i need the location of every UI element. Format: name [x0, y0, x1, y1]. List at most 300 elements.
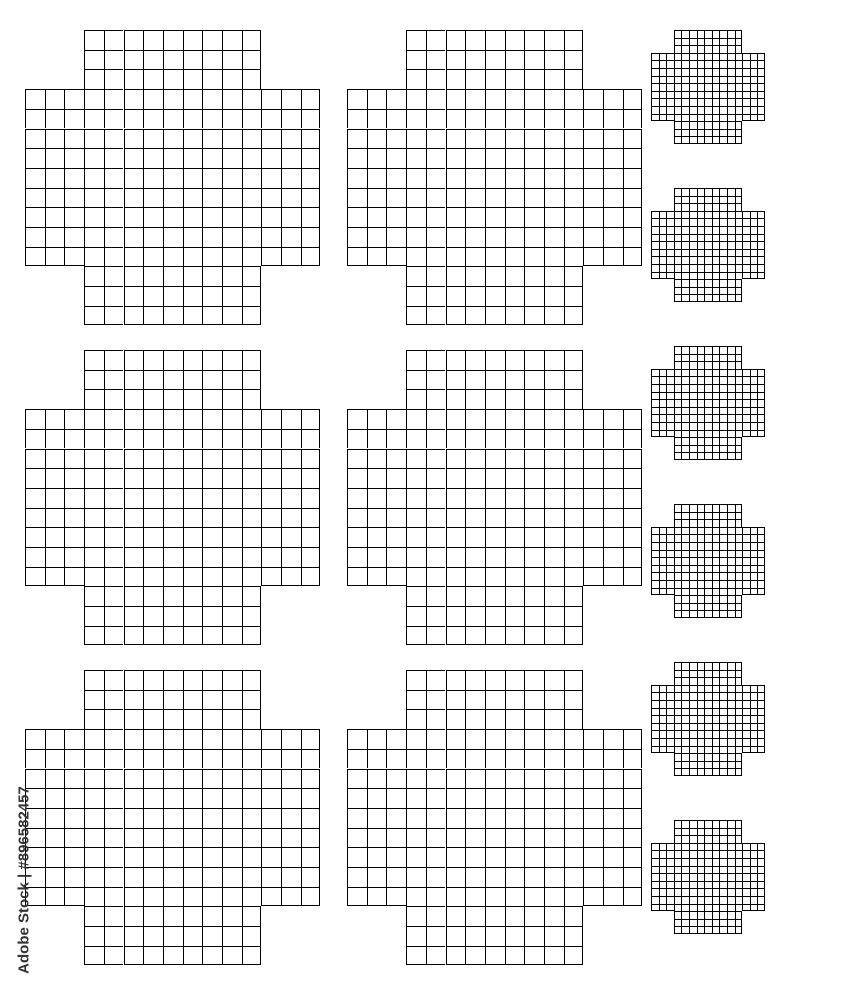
- grid-cell[interactable]: [719, 346, 727, 354]
- grid-cell[interactable]: [183, 788, 203, 808]
- grid-cell[interactable]: [163, 266, 183, 286]
- grid-cell[interactable]: [674, 264, 682, 272]
- grid-cell[interactable]: [25, 508, 45, 528]
- grid-cell[interactable]: [104, 887, 124, 907]
- grid-cell[interactable]: [659, 534, 667, 542]
- grid-cell[interactable]: [505, 69, 525, 89]
- grid-cell[interactable]: [735, 550, 743, 558]
- grid-cell[interactable]: [704, 121, 712, 129]
- grid-cell[interactable]: [505, 429, 525, 449]
- grid-cell[interactable]: [64, 488, 84, 508]
- grid-cell[interactable]: [704, 38, 712, 46]
- grid-cell[interactable]: [301, 788, 321, 808]
- grid-cell[interactable]: [659, 384, 667, 392]
- grid-cell[interactable]: [750, 98, 758, 106]
- grid-cell[interactable]: [727, 256, 735, 264]
- grid-cell[interactable]: [681, 53, 689, 61]
- grid-cell[interactable]: [261, 488, 281, 508]
- grid-cell[interactable]: [623, 729, 643, 749]
- grid-cell[interactable]: [426, 449, 446, 469]
- grid-cell[interactable]: [659, 414, 667, 422]
- grid-cell[interactable]: [485, 148, 505, 168]
- grid-cell[interactable]: [623, 828, 643, 848]
- grid-cell[interactable]: [727, 685, 735, 693]
- grid-cell[interactable]: [704, 670, 712, 678]
- grid-cell[interactable]: [505, 887, 525, 907]
- grid-cell[interactable]: [45, 788, 65, 808]
- grid-cell[interactable]: [406, 946, 426, 966]
- grid-cell[interactable]: [697, 445, 705, 453]
- grid-cell[interactable]: [465, 926, 485, 946]
- grid-cell[interactable]: [750, 730, 758, 738]
- grid-cell[interactable]: [666, 218, 674, 226]
- grid-cell[interactable]: [704, 422, 712, 430]
- grid-cell[interactable]: [426, 527, 446, 547]
- grid-cell[interactable]: [163, 729, 183, 749]
- grid-cell[interactable]: [485, 449, 505, 469]
- grid-cell[interactable]: [143, 709, 163, 729]
- grid-cell[interactable]: [742, 106, 750, 114]
- grid-cell[interactable]: [651, 249, 659, 257]
- grid-cell[interactable]: [603, 887, 623, 907]
- grid-cell[interactable]: [242, 247, 262, 267]
- grid-cell[interactable]: [712, 738, 720, 746]
- grid-cell[interactable]: [426, 50, 446, 70]
- grid-cell[interactable]: [281, 129, 301, 149]
- grid-cell[interactable]: [623, 109, 643, 129]
- grid-cell[interactable]: [697, 414, 705, 422]
- grid-cell[interactable]: [750, 746, 758, 754]
- grid-cell[interactable]: [163, 370, 183, 390]
- grid-cell[interactable]: [742, 904, 750, 912]
- grid-cell[interactable]: [727, 738, 735, 746]
- grid-cell[interactable]: [406, 409, 426, 429]
- grid-cell[interactable]: [659, 264, 667, 272]
- grid-cell[interactable]: [742, 572, 750, 580]
- grid-cell[interactable]: [735, 820, 743, 828]
- grid-cell[interactable]: [406, 508, 426, 528]
- grid-cell[interactable]: [735, 670, 743, 678]
- grid-cell[interactable]: [712, 753, 720, 761]
- grid-cell[interactable]: [750, 572, 758, 580]
- grid-cell[interactable]: [623, 449, 643, 469]
- grid-cell[interactable]: [485, 89, 505, 109]
- grid-cell[interactable]: [524, 769, 544, 789]
- grid-cell[interactable]: [659, 715, 667, 723]
- grid-cell[interactable]: [426, 109, 446, 129]
- grid-cell[interactable]: [163, 129, 183, 149]
- grid-cell[interactable]: [222, 50, 242, 70]
- grid-cell[interactable]: [281, 468, 301, 488]
- grid-cell[interactable]: [674, 376, 682, 384]
- grid-cell[interactable]: [651, 873, 659, 881]
- grid-cell[interactable]: [446, 729, 466, 749]
- grid-cell[interactable]: [485, 926, 505, 946]
- grid-cell[interactable]: [524, 129, 544, 149]
- grid-cell[interactable]: [143, 468, 163, 488]
- grid-cell[interactable]: [163, 926, 183, 946]
- grid-cell[interactable]: [261, 148, 281, 168]
- grid-cell[interactable]: [104, 847, 124, 867]
- grid-cell[interactable]: [163, 449, 183, 469]
- grid-cell[interactable]: [347, 808, 367, 828]
- grid-cell[interactable]: [143, 409, 163, 429]
- grid-cell[interactable]: [659, 68, 667, 76]
- grid-cell[interactable]: [183, 129, 203, 149]
- grid-cell[interactable]: [704, 452, 712, 460]
- grid-cell[interactable]: [603, 468, 623, 488]
- grid-cell[interactable]: [697, 346, 705, 354]
- grid-cell[interactable]: [84, 527, 104, 547]
- grid-cell[interactable]: [64, 227, 84, 247]
- grid-cell[interactable]: [697, 68, 705, 76]
- grid-cell[interactable]: [104, 527, 124, 547]
- grid-cell[interactable]: [367, 207, 387, 227]
- grid-cell[interactable]: [45, 168, 65, 188]
- grid-cell[interactable]: [222, 306, 242, 326]
- grid-cell[interactable]: [697, 361, 705, 369]
- grid-cell[interactable]: [406, 906, 426, 926]
- grid-cell[interactable]: [704, 384, 712, 392]
- grid-cell[interactable]: [659, 399, 667, 407]
- grid-cell[interactable]: [757, 369, 765, 377]
- grid-cell[interactable]: [666, 746, 674, 754]
- grid-cell[interactable]: [202, 188, 222, 208]
- grid-cell[interactable]: [712, 294, 720, 302]
- grid-cell[interactable]: [347, 867, 367, 887]
- grid-cell[interactable]: [681, 98, 689, 106]
- grid-cell[interactable]: [524, 887, 544, 907]
- grid-cell[interactable]: [485, 306, 505, 326]
- grid-cell[interactable]: [301, 109, 321, 129]
- grid-cell[interactable]: [124, 468, 144, 488]
- grid-cell[interactable]: [202, 906, 222, 926]
- grid-cell[interactable]: [485, 769, 505, 789]
- grid-cell[interactable]: [674, 445, 682, 453]
- grid-cell[interactable]: [681, 858, 689, 866]
- grid-cell[interactable]: [524, 306, 544, 326]
- grid-cell[interactable]: [681, 136, 689, 144]
- grid-cell[interactable]: [84, 769, 104, 789]
- grid-cell[interactable]: [505, 906, 525, 926]
- grid-cell[interactable]: [719, 746, 727, 754]
- grid-cell[interactable]: [689, 452, 697, 460]
- grid-cell[interactable]: [719, 881, 727, 889]
- grid-cell[interactable]: [465, 946, 485, 966]
- grid-cell[interactable]: [659, 211, 667, 219]
- grid-cell[interactable]: [735, 738, 743, 746]
- grid-cell[interactable]: [524, 188, 544, 208]
- grid-cell[interactable]: [84, 946, 104, 966]
- grid-cell[interactable]: [583, 207, 603, 227]
- grid-cell[interactable]: [681, 91, 689, 99]
- grid-cell[interactable]: [446, 306, 466, 326]
- grid-cell[interactable]: [742, 730, 750, 738]
- grid-cell[interactable]: [104, 788, 124, 808]
- grid-cell[interactable]: [674, 106, 682, 114]
- grid-cell[interactable]: [727, 264, 735, 272]
- grid-cell[interactable]: [689, 603, 697, 611]
- grid-cell[interactable]: [183, 286, 203, 306]
- grid-cell[interactable]: [689, 272, 697, 280]
- grid-cell[interactable]: [674, 399, 682, 407]
- grid-cell[interactable]: [719, 376, 727, 384]
- grid-cell[interactable]: [742, 414, 750, 422]
- grid-cell[interactable]: [704, 557, 712, 565]
- grid-cell[interactable]: [651, 700, 659, 708]
- grid-cell[interactable]: [697, 738, 705, 746]
- grid-cell[interactable]: [704, 60, 712, 68]
- grid-cell[interactable]: [681, 504, 689, 512]
- grid-cell[interactable]: [735, 98, 743, 106]
- grid-cell[interactable]: [735, 452, 743, 460]
- grid-cell[interactable]: [505, 567, 525, 587]
- grid-cell[interactable]: [704, 512, 712, 520]
- grid-cell[interactable]: [689, 430, 697, 438]
- grid-cell[interactable]: [719, 896, 727, 904]
- grid-cell[interactable]: [505, 306, 525, 326]
- grid-cell[interactable]: [426, 547, 446, 567]
- grid-cell[interactable]: [465, 769, 485, 789]
- grid-cell[interactable]: [202, 808, 222, 828]
- grid-cell[interactable]: [544, 867, 564, 887]
- grid-cell[interactable]: [261, 168, 281, 188]
- grid-cell[interactable]: [719, 911, 727, 919]
- grid-cell[interactable]: [64, 188, 84, 208]
- grid-cell[interactable]: [735, 38, 743, 46]
- grid-cell[interactable]: [347, 547, 367, 567]
- grid-cell[interactable]: [84, 168, 104, 188]
- grid-cell[interactable]: [689, 114, 697, 122]
- grid-cell[interactable]: [564, 926, 584, 946]
- grid-cell[interactable]: [524, 547, 544, 567]
- grid-cell[interactable]: [681, 445, 689, 453]
- grid-cell[interactable]: [757, 550, 765, 558]
- grid-cell[interactable]: [347, 828, 367, 848]
- grid-cell[interactable]: [583, 129, 603, 149]
- grid-cell[interactable]: [666, 572, 674, 580]
- grid-cell[interactable]: [666, 550, 674, 558]
- grid-cell[interactable]: [750, 843, 758, 851]
- grid-cell[interactable]: [465, 30, 485, 50]
- grid-cell[interactable]: [505, 527, 525, 547]
- grid-cell[interactable]: [104, 227, 124, 247]
- grid-cell[interactable]: [742, 896, 750, 904]
- grid-cell[interactable]: [719, 580, 727, 588]
- grid-cell[interactable]: [386, 567, 406, 587]
- grid-cell[interactable]: [222, 89, 242, 109]
- grid-cell[interactable]: [45, 749, 65, 769]
- grid-cell[interactable]: [124, 188, 144, 208]
- grid-cell[interactable]: [163, 148, 183, 168]
- grid-cell[interactable]: [727, 354, 735, 362]
- grid-cell[interactable]: [564, 670, 584, 690]
- grid-cell[interactable]: [719, 256, 727, 264]
- grid-cell[interactable]: [367, 788, 387, 808]
- grid-cell[interactable]: [524, 109, 544, 129]
- grid-cell[interactable]: [524, 449, 544, 469]
- grid-cell[interactable]: [704, 828, 712, 836]
- grid-cell[interactable]: [659, 272, 667, 280]
- grid-cell[interactable]: [485, 508, 505, 528]
- grid-cell[interactable]: [719, 850, 727, 858]
- grid-cell[interactable]: [84, 89, 104, 109]
- grid-cell[interactable]: [689, 414, 697, 422]
- grid-cell[interactable]: [719, 445, 727, 453]
- grid-cell[interactable]: [104, 247, 124, 267]
- grid-cell[interactable]: [25, 188, 45, 208]
- grid-cell[interactable]: [704, 723, 712, 731]
- grid-cell[interactable]: [697, 354, 705, 362]
- grid-cell[interactable]: [485, 207, 505, 227]
- grid-cell[interactable]: [25, 227, 45, 247]
- grid-cell[interactable]: [505, 168, 525, 188]
- grid-cell[interactable]: [750, 700, 758, 708]
- grid-cell[interactable]: [544, 148, 564, 168]
- grid-cell[interactable]: [104, 690, 124, 710]
- grid-cell[interactable]: [742, 708, 750, 716]
- grid-cell[interactable]: [750, 392, 758, 400]
- grid-cell[interactable]: [659, 91, 667, 99]
- grid-cell[interactable]: [697, 858, 705, 866]
- grid-cell[interactable]: [465, 626, 485, 646]
- grid-cell[interactable]: [64, 867, 84, 887]
- grid-cell[interactable]: [524, 389, 544, 409]
- grid-cell[interactable]: [697, 662, 705, 670]
- grid-cell[interactable]: [659, 256, 667, 264]
- grid-cell[interactable]: [163, 586, 183, 606]
- grid-cell[interactable]: [666, 226, 674, 234]
- grid-cell[interactable]: [697, 83, 705, 91]
- grid-cell[interactable]: [183, 527, 203, 547]
- grid-cell[interactable]: [84, 887, 104, 907]
- grid-cell[interactable]: [704, 843, 712, 851]
- grid-cell[interactable]: [281, 749, 301, 769]
- grid-cell[interactable]: [712, 866, 720, 874]
- grid-cell[interactable]: [750, 534, 758, 542]
- grid-cell[interactable]: [666, 888, 674, 896]
- grid-cell[interactable]: [719, 820, 727, 828]
- grid-cell[interactable]: [704, 287, 712, 295]
- grid-cell[interactable]: [697, 572, 705, 580]
- grid-cell[interactable]: [143, 670, 163, 690]
- grid-cell[interactable]: [674, 452, 682, 460]
- grid-cell[interactable]: [242, 887, 262, 907]
- grid-cell[interactable]: [712, 136, 720, 144]
- grid-cell[interactable]: [727, 911, 735, 919]
- grid-cell[interactable]: [301, 547, 321, 567]
- grid-cell[interactable]: [689, 572, 697, 580]
- grid-cell[interactable]: [104, 626, 124, 646]
- grid-cell[interactable]: [704, 264, 712, 272]
- grid-cell[interactable]: [697, 106, 705, 114]
- grid-cell[interactable]: [674, 53, 682, 61]
- grid-cell[interactable]: [651, 384, 659, 392]
- grid-cell[interactable]: [505, 828, 525, 848]
- grid-cell[interactable]: [712, 512, 720, 520]
- grid-cell[interactable]: [659, 76, 667, 84]
- grid-cell[interactable]: [242, 468, 262, 488]
- grid-cell[interactable]: [727, 715, 735, 723]
- grid-cell[interactable]: [426, 586, 446, 606]
- grid-cell[interactable]: [124, 429, 144, 449]
- grid-cell[interactable]: [301, 867, 321, 887]
- grid-cell[interactable]: [183, 188, 203, 208]
- grid-cell[interactable]: [261, 508, 281, 528]
- grid-cell[interactable]: [183, 168, 203, 188]
- grid-cell[interactable]: [727, 670, 735, 678]
- grid-cell[interactable]: [261, 527, 281, 547]
- grid-cell[interactable]: [347, 188, 367, 208]
- grid-cell[interactable]: [564, 109, 584, 129]
- grid-cell[interactable]: [386, 788, 406, 808]
- grid-cell[interactable]: [689, 595, 697, 603]
- grid-cell[interactable]: [406, 148, 426, 168]
- grid-cell[interactable]: [485, 50, 505, 70]
- grid-cell[interactable]: [163, 769, 183, 789]
- grid-cell[interactable]: [104, 547, 124, 567]
- grid-cell[interactable]: [544, 468, 564, 488]
- grid-cell[interactable]: [465, 69, 485, 89]
- grid-cell[interactable]: [505, 89, 525, 109]
- grid-cell[interactable]: [426, 729, 446, 749]
- grid-cell[interactable]: [681, 542, 689, 550]
- grid-cell[interactable]: [689, 504, 697, 512]
- grid-cell[interactable]: [651, 730, 659, 738]
- grid-cell[interactable]: [697, 565, 705, 573]
- grid-cell[interactable]: [689, 662, 697, 670]
- grid-cell[interactable]: [202, 547, 222, 567]
- grid-cell[interactable]: [697, 603, 705, 611]
- grid-cell[interactable]: [727, 519, 735, 527]
- grid-cell[interactable]: [202, 729, 222, 749]
- grid-cell[interactable]: [583, 449, 603, 469]
- grid-cell[interactable]: [183, 306, 203, 326]
- grid-cell[interactable]: [674, 241, 682, 249]
- grid-cell[interactable]: [406, 488, 426, 508]
- grid-cell[interactable]: [712, 670, 720, 678]
- grid-cell[interactable]: [704, 188, 712, 196]
- grid-cell[interactable]: [84, 207, 104, 227]
- grid-cell[interactable]: [727, 588, 735, 596]
- grid-cell[interactable]: [735, 692, 743, 700]
- grid-cell[interactable]: [406, 306, 426, 326]
- grid-cell[interactable]: [202, 30, 222, 50]
- grid-cell[interactable]: [84, 670, 104, 690]
- grid-cell[interactable]: [704, 527, 712, 535]
- grid-cell[interactable]: [544, 306, 564, 326]
- grid-cell[interactable]: [104, 769, 124, 789]
- grid-cell[interactable]: [727, 121, 735, 129]
- grid-cell[interactable]: [603, 527, 623, 547]
- grid-cell[interactable]: [406, 709, 426, 729]
- grid-cell[interactable]: [666, 542, 674, 550]
- grid-cell[interactable]: [222, 129, 242, 149]
- grid-cell[interactable]: [689, 369, 697, 377]
- grid-cell[interactable]: [666, 76, 674, 84]
- grid-cell[interactable]: [697, 430, 705, 438]
- grid-cell[interactable]: [697, 392, 705, 400]
- grid-cell[interactable]: [681, 430, 689, 438]
- grid-cell[interactable]: [719, 662, 727, 670]
- grid-cell[interactable]: [712, 723, 720, 731]
- grid-cell[interactable]: [301, 89, 321, 109]
- grid-cell[interactable]: [281, 847, 301, 867]
- grid-cell[interactable]: [742, 850, 750, 858]
- grid-cell[interactable]: [681, 407, 689, 415]
- grid-cell[interactable]: [742, 226, 750, 234]
- grid-cell[interactable]: [143, 429, 163, 449]
